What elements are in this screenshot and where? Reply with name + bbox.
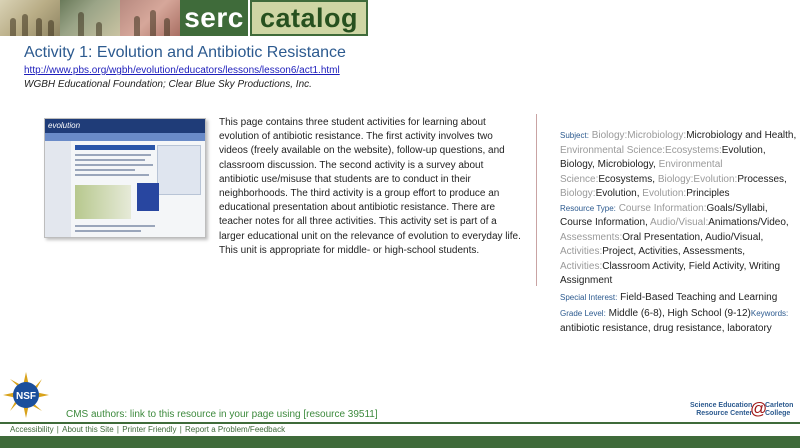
grade-level-row: Grade Level: Middle (6-8), High School (9-12)Keywords: antibiotic resistance, drug resistance, laboratory — [560, 308, 789, 334]
grade-level-label: Grade Level — [560, 309, 604, 318]
resource-type-label: Resource Type — [560, 203, 614, 213]
thumbnail-logo: evolution — [48, 121, 81, 130]
subject-term-0: Biology:Microbiology: — [591, 130, 687, 141]
footer-link-printer-friendly[interactable]: Printer Friendly — [122, 425, 177, 434]
nsf-logo[interactable] — [3, 372, 49, 418]
resource-type-term-1[interactable]: Goals/Syllabi, Course Information, — [560, 202, 768, 228]
serc-footer-logo[interactable]: Science Education Resource Center — [690, 402, 753, 417]
resource-type-term-8: Activities: — [560, 260, 603, 272]
resource-description: This page contains three student activities for learning about evolution of antibiotic resistance. The first activity involves two videos (freely available on the website), follow-up questions, and classroom discussion. The second activity is a survey about antibiotic use/misuse that students are to conduct in their neighborhoods. The third activity is a group effort to produce an educational presentation about antibiotic resistance. There are teacher notes for all three activities. This activity set is part of a larger educational unit on the relevance of evolution to everyday life. This unit is appropriate for middle- or high-school students. — [219, 117, 521, 256]
cms-authors-link[interactable]: CMS authors: link to this resource in your page using [resource 39511] — [66, 409, 378, 420]
subject-label: Subject — [560, 131, 587, 140]
footer-link-accessibility[interactable]: Accessibility — [10, 425, 54, 434]
subject-term-7[interactable]: Processes, — [737, 173, 787, 185]
resource-type-term-0: Course Information: — [618, 202, 707, 214]
footer-divider — [0, 422, 800, 424]
resource-type-term-7[interactable]: Project, Activities, Assessments, — [602, 246, 746, 257]
carleton-logo[interactable]: Carleton College — [765, 402, 794, 417]
footer-link-about[interactable]: About this Site — [62, 425, 114, 434]
footer-link-report-problem[interactable]: Report a Problem/Feedback — [185, 425, 286, 434]
banner-photo-field — [60, 0, 120, 36]
subject-term-9[interactable]: Evolution, — [595, 188, 643, 199]
resource-url-link[interactable]: http://www.pbs.org/wgbh/evolution/educators/lessons/lesson6/act1.html — [24, 65, 340, 76]
banner-photo-students — [120, 0, 180, 36]
footer-bar — [0, 436, 800, 448]
special-interest-value[interactable]: Field-Based Teaching and Learning — [620, 291, 778, 303]
resource-type-term-3[interactable]: Animations/Video, — [708, 217, 789, 228]
grade-level-value[interactable]: Middle (6-8), High School (9-12) — [608, 308, 751, 319]
subject-term-2: Environmental Science:Ecosystems: — [560, 144, 722, 156]
subject-term-1[interactable]: Microbiology and Health, — [686, 130, 797, 141]
nsf-logo-text: NSF — [16, 391, 36, 402]
resource-type-values — [560, 203, 789, 287]
subject-term-11[interactable]: Principles — [686, 188, 730, 199]
resource-thumbnail[interactable] — [44, 118, 206, 238]
subject-term-3[interactable]: Evolution, Biology, Microbiology, — [560, 144, 766, 170]
column-divider — [536, 114, 537, 286]
footer-links: Accessibility | About this Site | Printer Friendly | Report a Problem/Feedback — [10, 425, 286, 434]
subject-term-8: Biology: — [560, 188, 596, 199]
subject-values — [560, 130, 796, 199]
special-interest-label: Special Interest — [560, 292, 616, 302]
resource-type-term-9[interactable]: Classroom Activity, Field Activity, Writing Assignment — [560, 260, 781, 286]
resource-type-term-4: Assessments: — [560, 231, 623, 243]
catalog-logo[interactable]: catalog — [250, 0, 368, 36]
at-symbol-icon: @ — [750, 399, 768, 418]
subject-term-10: Evolution: — [642, 188, 687, 199]
banner-photo-people — [0, 0, 60, 36]
subject-term-4: Environmental Science: — [560, 159, 723, 185]
resource-type-term-5[interactable]: Oral Presentation, Audio/Visual, — [622, 231, 764, 243]
metadata-panel — [560, 129, 798, 336]
subject-row: Subject: Biology:Microbiology:Microbiology and Health, Environmental Science:Ecosystems:Evolution, Biology, Microbiology, Environmental Science:Ecosystems, Biology:Evolution:Processes, Biology:Evolution, Evolution:Principles — [560, 130, 797, 199]
resource-type-row: Resource Type: Course Information:Goals/Syllabi, Course Information, Audio/Visual:Animations/Video, Assessments:Oral Presentation, Audio/Visual, Activities:Project, Activities, Assessments, Activities:Classroom Activity, Field Activity, Writing Assignment — [560, 202, 789, 286]
special-interest-row: Special Interest: Field-Based Teaching and Learning — [560, 291, 778, 303]
subject-term-6: Biology:Evolution: — [657, 173, 738, 185]
subject-term-5[interactable]: Ecosystems, — [598, 173, 658, 185]
resource-publisher: WGBH Educational Foundation; Clear Blue Sky Productions, Inc. — [24, 79, 312, 90]
header-banner — [0, 0, 368, 36]
resource-title: Activity 1: Evolution and Antibiotic Resistance — [24, 44, 346, 61]
keywords-label: Keywords — [750, 309, 787, 318]
resource-type-term-2: Audio/Visual: — [650, 217, 709, 228]
keywords-value[interactable]: antibiotic resistance, drug resistance, laboratory — [560, 322, 772, 334]
resource-type-term-6: Activities: — [560, 246, 603, 257]
serc-logo[interactable]: serc — [180, 0, 250, 36]
